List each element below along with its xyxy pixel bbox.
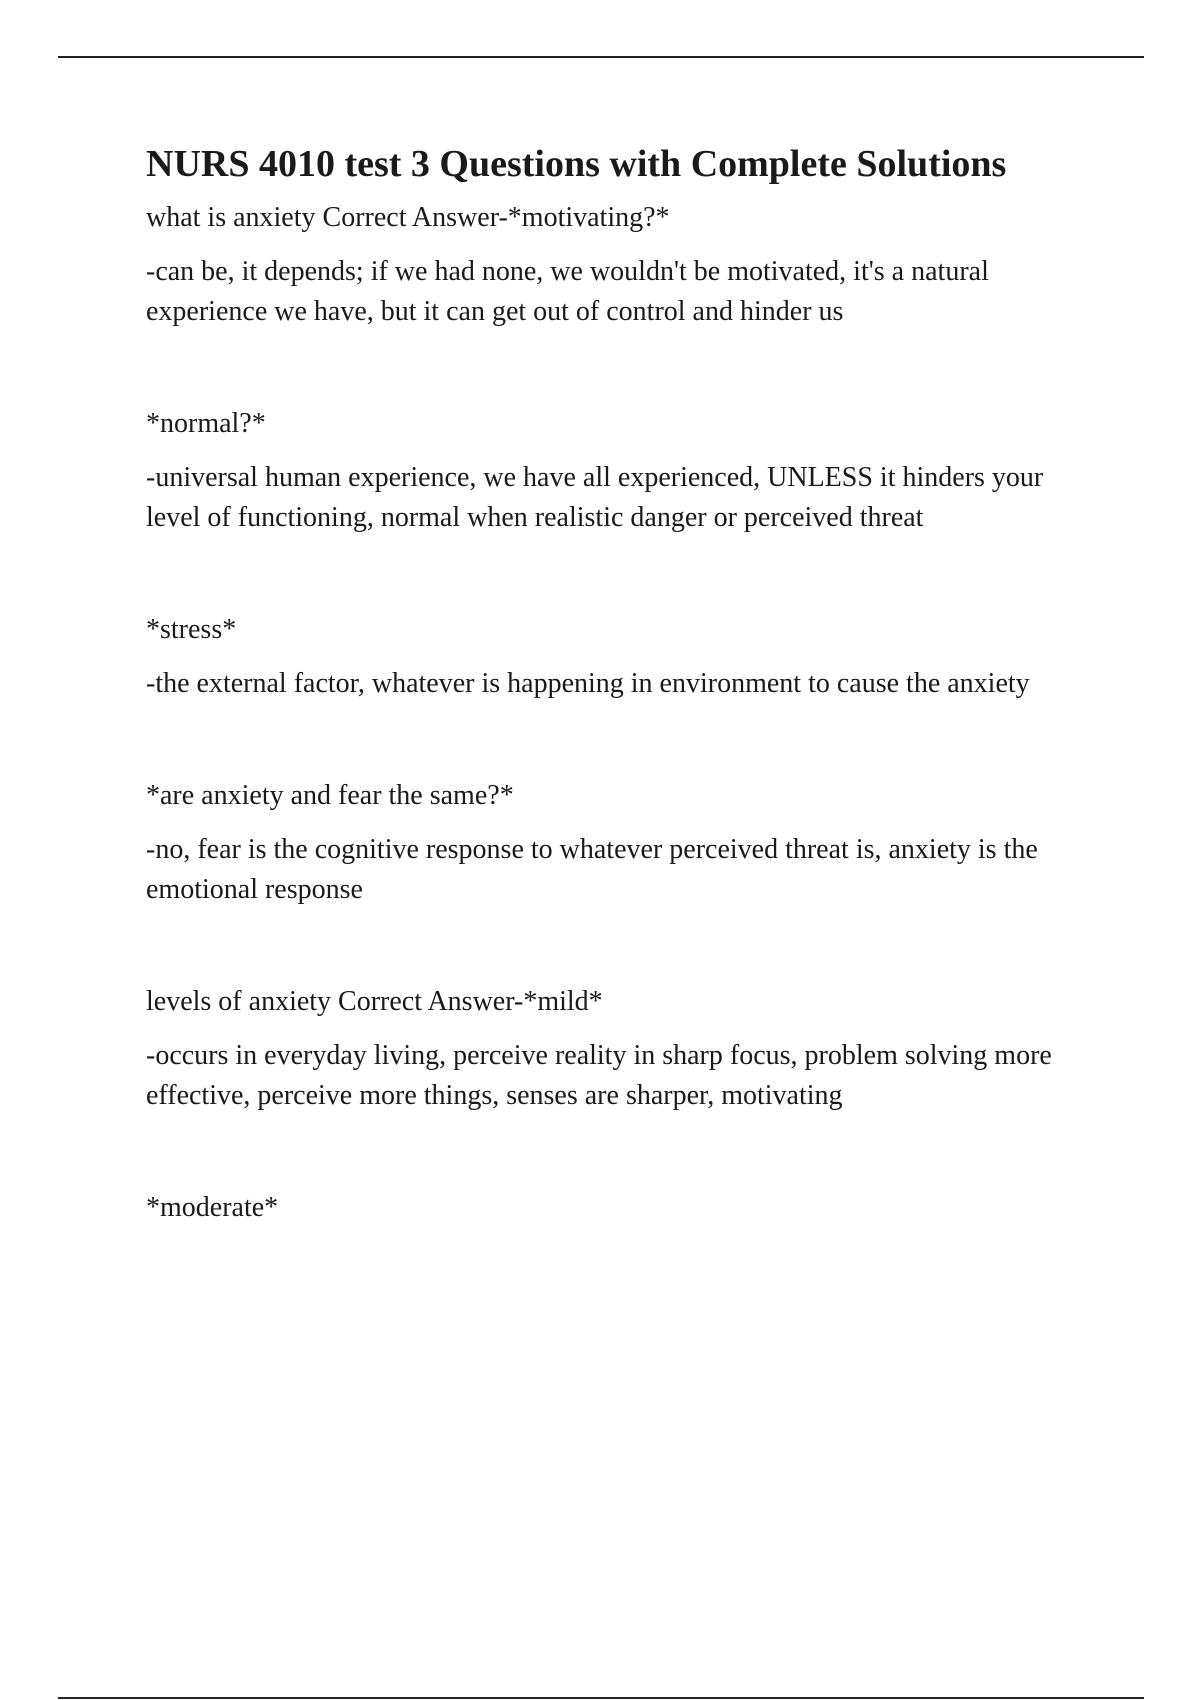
qa-entry (146, 610, 1086, 704)
page-title: NURS 4010 test 3 Questions with Complete Solutions (146, 143, 1007, 185)
qa-entry (146, 404, 1086, 538)
qa-entry (146, 982, 1086, 1116)
answer-text: -no, fear is the cognitive response to whatever perceived threat is, anxiety is the emotional response (146, 834, 1038, 905)
question-text: *normal?* (146, 408, 266, 439)
qa-entry (146, 198, 1086, 332)
question-text: levels of anxiety Correct Answer-*mild* (146, 986, 603, 1017)
document-body (146, 140, 1086, 1228)
qa-entry (146, 1188, 1086, 1228)
answer-text: -occurs in everyday living, perceive reality in sharp focus, problem solving more effective, perceive more things, senses are sharper, motivating (146, 1040, 1052, 1111)
answer-text: -universal human experience, we have all experienced, UNLESS it hinders your level of functioning, normal when realistic danger or perceived threat (146, 462, 1044, 533)
answer-text: -the external factor, whatever is happening in environment to cause the anxiety (146, 668, 1030, 699)
question-text: what is anxiety Correct Answer-*motivating?* (146, 202, 670, 233)
question-text: *are anxiety and fear the same?* (146, 780, 514, 811)
question-text: *stress* (146, 614, 237, 645)
qa-entry (146, 776, 1086, 910)
question-text: *moderate* (146, 1192, 279, 1223)
bottom-divider (58, 1697, 1144, 1699)
answer-text: -can be, it depends; if we had none, we wouldn't be motivated, it's a natural experience we have, but it can get out of control and hinder us (146, 256, 989, 327)
top-divider (58, 56, 1144, 58)
